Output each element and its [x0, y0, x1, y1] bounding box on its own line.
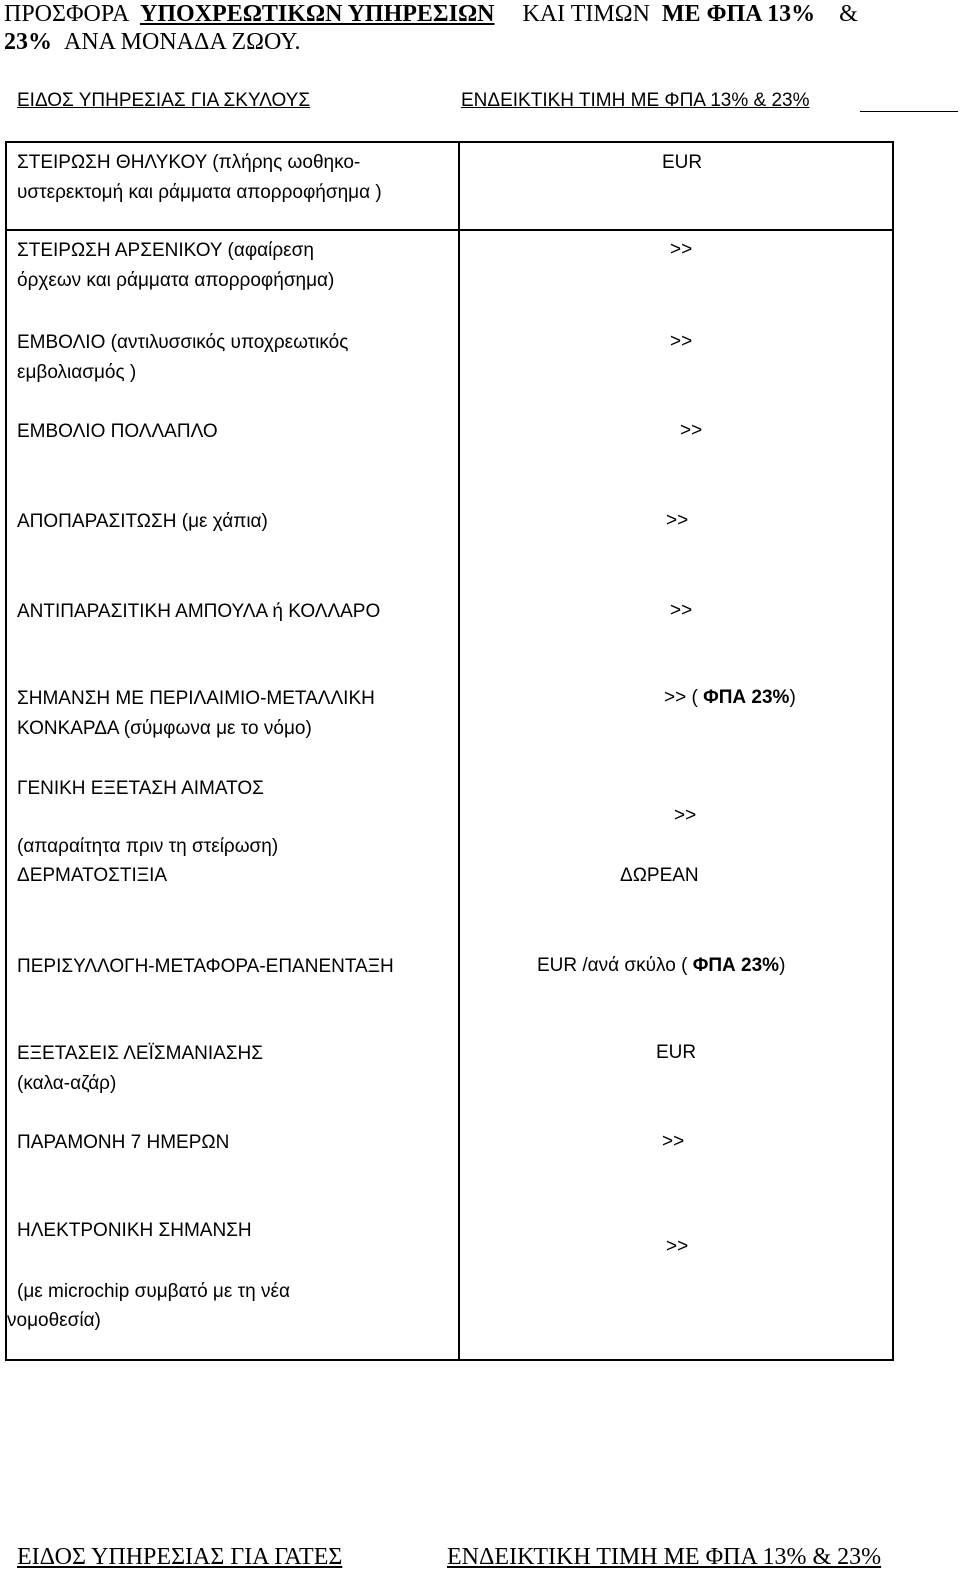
heading-mandatory-services: ΥΠΟΧΡΕΩΤΙΚΩΝ ΥΠΗΡΕΣΙΩΝ: [140, 1, 495, 27]
row-price: EUR: [656, 1042, 697, 1063]
heading-line-1: [4, 0, 858, 30]
row-divider: [7, 229, 892, 231]
row-price: EUR: [662, 152, 703, 173]
price-vat-bold: ΦΠΑ 23%: [703, 687, 790, 708]
row-service-line: ΔΕΡΜΑΤΟΣΤΙΞΙΑ: [17, 865, 168, 886]
price-text: >> (: [664, 687, 698, 708]
heading-word-offer: ΠΡΟΣΦΟΡΑ: [4, 1, 129, 27]
row-service-line: ΚΟΝΚΑΡΔΑ (σύμφωνα με το νόμο): [17, 718, 312, 739]
heading-vat: ΜΕ ΦΠΑ 13%: [661, 1, 816, 27]
row-service-line: (απαραίτητα πριν τη στείρωση): [17, 836, 279, 857]
row-price: >>: [680, 420, 703, 441]
price-tail: ): [789, 687, 796, 708]
row-service-line: ΣΤΕΙΡΩΣΗ ΑΡΣΕΝΙΚΟΥ (αφαίρεση: [17, 240, 314, 261]
price-tail: ): [779, 955, 786, 976]
row-service-line: ΕΜΒΟΛΙΟ ΠΟΛΛΑΠΛΟ: [17, 421, 218, 442]
row-service-line: όρχεων και ράμματα απορροφήσημα): [17, 270, 335, 291]
row-price: >>: [666, 1236, 689, 1257]
row-service-line: ΠΕΡΙΣΥΛΛΟΓΗ-ΜΕΤΑΦΟΡΑ-ΕΠΑΝΕΝΤΑΞΗ: [17, 956, 394, 977]
price-text: EUR /ανά σκύλο (: [537, 955, 688, 976]
row-price: >>: [662, 1131, 685, 1152]
row-service-line: υστερεκτομή και ράμματα απορροφήσημα ): [17, 182, 382, 203]
row-price: >>: [670, 331, 693, 352]
row-service-line: ΣΤΕΙΡΩΣΗ ΘΗΛΥΚΟΥ (πλήρης ωοθηκο-: [17, 152, 361, 173]
table-column-divider: [458, 143, 460, 1359]
row-service-line: νομοθεσία): [7, 1310, 101, 1331]
row-price: >>: [670, 239, 693, 260]
heading-vat-23: 23%: [4, 29, 52, 55]
header-underline-extension: [860, 111, 958, 112]
price-vat-bold: ΦΠΑ 23%: [692, 955, 780, 976]
dogs-price-column-header: ΕΝΔΕΙΚΤΙΚΗ ΤΙΜΗ ΜΕ ΦΠΑ 13% & 23%: [461, 90, 810, 111]
row-service-line: (καλα-αζάρ): [17, 1073, 117, 1094]
row-service-line: (με microchip συμβατό με τη νέα: [17, 1281, 290, 1302]
dogs-service-column-header: ΕΙΔΟΣ ΥΠΗΡΕΣΙΑΣ ΓΙΑ ΣΚΥΛΟΥΣ: [17, 90, 311, 111]
row-price: >>: [674, 805, 697, 826]
row-price: >>: [670, 600, 693, 621]
row-service-line: εμβολιασμός ): [17, 362, 137, 383]
row-price-free: ΔΩΡΕΑΝ: [620, 865, 699, 886]
row-service-line: ΕΜΒΟΛΙΟ (αντιλυσσικός υποχρεωτικός: [17, 332, 349, 353]
row-price: >>: [666, 510, 689, 531]
row-price: [664, 687, 796, 709]
row-service-line: ΑΠΟΠΑΡΑΣΙΤΩΣΗ (με χάπια): [17, 511, 268, 532]
row-service-line: ΗΛΕΚΤΡΟΝΙΚΗ ΣΗΜΑΝΣΗ: [17, 1220, 252, 1241]
dogs-price-table: [5, 141, 894, 1361]
cats-price-column-header: ΕΝΔΕΙΚΤΙΚΗ ΤΙΜΗ ΜΕ ΦΠΑ 13% & 23%: [447, 1544, 882, 1570]
heading-line-2: [4, 27, 300, 58]
row-service-line: ΕΞΕΤΑΣΕΙΣ ΛΕΪΣΜΑΝΙΑΣΗΣ: [17, 1043, 264, 1064]
row-price: [537, 955, 785, 977]
row-service-line: ΑΝΤΙΠΑΡΑΣΙΤΙΚΗ ΑΜΠΟΥΛΑ ή ΚΟΛΛΑΡΟ: [17, 601, 381, 622]
cats-service-column-header: ΕΙΔΟΣ ΥΠΗΡΕΣΙΑΣ ΓΙΑ ΓΑΤΕΣ: [17, 1544, 343, 1570]
heading-and-prices: ΚΑΙ ΤΙΜΩΝ: [522, 1, 650, 27]
row-service-line: ΣΗΜΑΝΣΗ ΜΕ ΠΕΡΙΛΑΙΜΙΟ-ΜΕΤΑΛΛΙΚΗ: [17, 688, 375, 709]
heading-per-animal: ΑΝΑ ΜΟΝΑΔΑ ΖΩΟΥ.: [64, 29, 301, 55]
heading-ampersand: &: [839, 1, 858, 27]
row-service-line: ΠΑΡΑΜΟΝΗ 7 ΗΜΕΡΩΝ: [17, 1132, 230, 1153]
row-service-line: ΓΕΝΙΚΗ ΕΞΕΤΑΣΗ ΑΙΜΑΤΟΣ: [17, 778, 264, 799]
